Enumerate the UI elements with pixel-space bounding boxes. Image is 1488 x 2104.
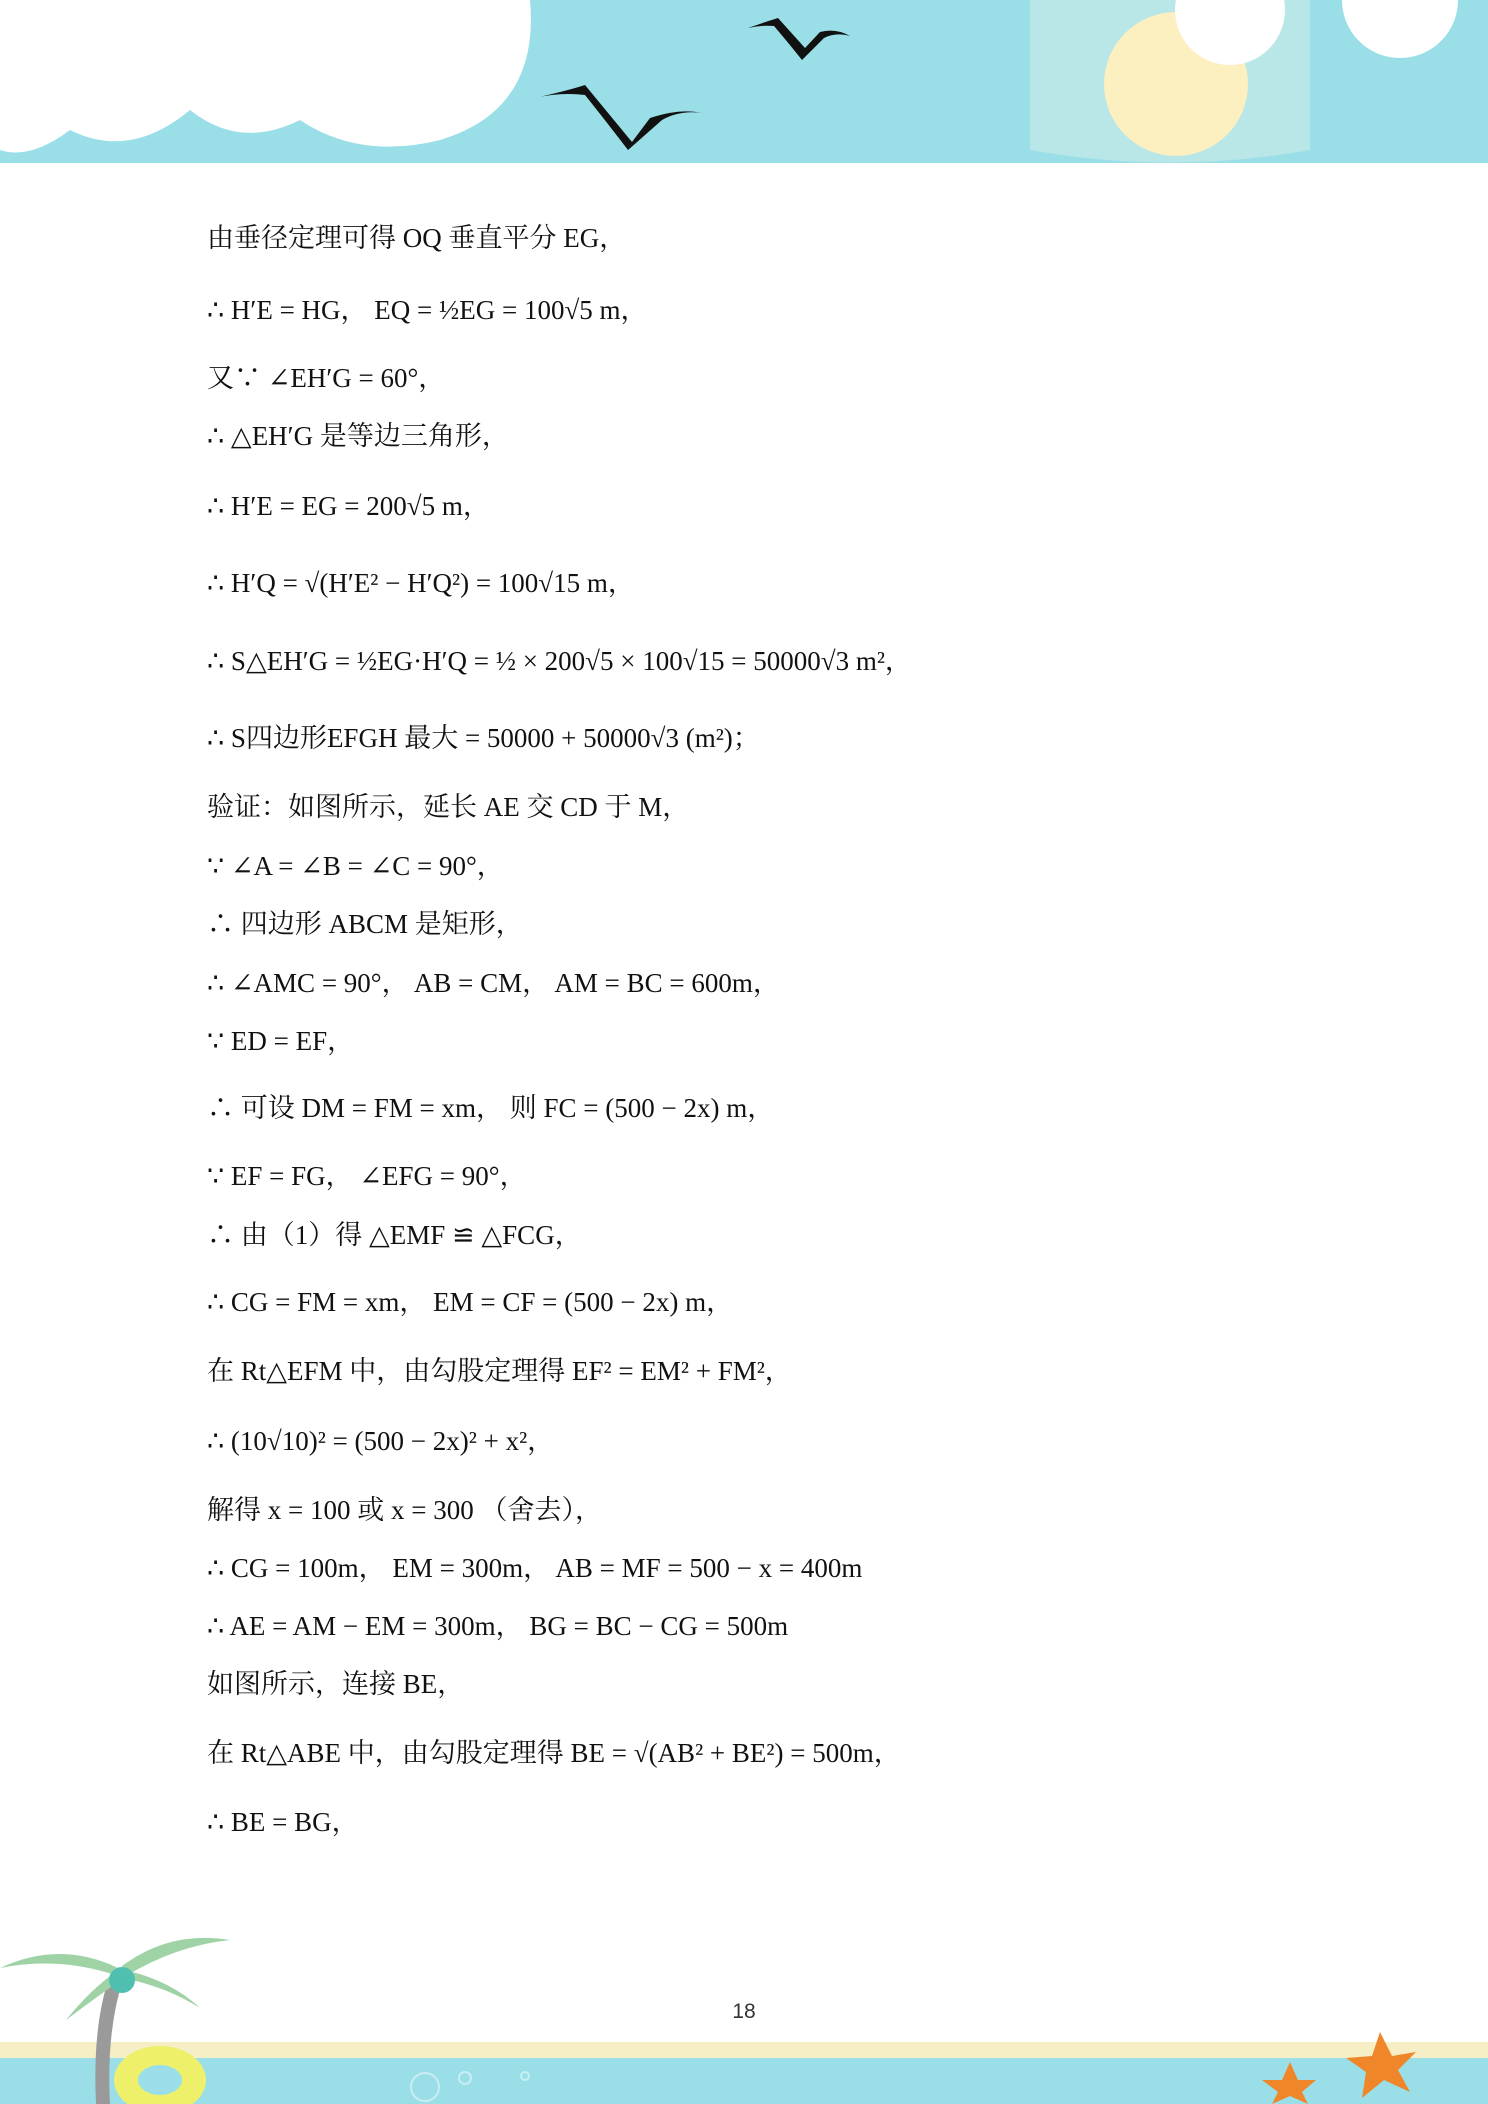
solution-line-4: ∴ △EH′G 是等边三角形， (207, 421, 509, 451)
solution-line-22: ∴ AE = AM − EM = 300m， BG = BC − CG = 500m (207, 1611, 789, 1641)
solution-line-3: 又∵ ∠EH′G = 60°， (207, 363, 446, 393)
palm-leaf-icon-2 (122, 1938, 230, 1976)
swim-ring-hole (138, 2065, 182, 2095)
solution-line-6: ∴ H′Q = √(H′E² − H′Q²) = 100√15 m， (207, 568, 635, 598)
solution-line-9: 验证：如图所示，延长 AE 交 CD 于 M， (207, 792, 690, 822)
solution-line-18: 在 Rt△EFM 中，由勾股定理得 EF² = EM² + FM²， (207, 1356, 792, 1386)
solution-line-19: ∴ (10√10)² = (500 − 2x)² + x²， (207, 1426, 555, 1456)
solution-line-13: ∵ ED = EF， (207, 1026, 355, 1056)
solution-line-2: ∴ H′E = HG， EQ = ½EG = 100√5 m， (207, 295, 648, 325)
solution-line-11: ∴ 四边形 ABCM 是矩形， (207, 909, 523, 939)
solution-line-20: 解得 x = 100 或 x = 300 （舍去）， (207, 1495, 602, 1525)
coconut-icon (109, 1967, 135, 1993)
solution-line-16: ∴ 由（1）得 △EMF ≌ △FCG， (207, 1220, 582, 1250)
solution-line-14: ∴ 可设 DM = FM = xm， 则 FC = (500 − 2x) m， (207, 1093, 775, 1123)
header-sky-illustration (0, 0, 1488, 170)
sand-band (0, 2042, 1488, 2060)
solution-line-24: 在 Rt△ABE 中，由勾股定理得 BE = √(AB² + BE²) = 500m， (207, 1738, 901, 1768)
solution-line-8: ∴ S四边形EFGH 最大 = 50000 + 50000√3 (m²)； (207, 723, 760, 753)
solution-line-23: 如图所示，连接 BE， (207, 1669, 465, 1699)
cloud-left (0, 0, 531, 153)
solution-line-12: ∴ ∠AMC = 90°， AB = CM， AM = BC = 600m， (207, 968, 780, 998)
palm-leaf-icon-1 (0, 1954, 118, 1976)
page-number: 18 (732, 2000, 756, 2023)
solution-line-5: ∴ H′E = EG = 200√5 m， (207, 491, 490, 521)
footer-beach-illustration (0, 1920, 1488, 2104)
solution-line-15: ∵ EF = FG， ∠EFG = 90°， (207, 1161, 527, 1191)
solution-line-1: 由垂径定理可得 OQ 垂直平分 EG， (207, 223, 627, 253)
solution-line-17: ∴ CG = FM = xm， EM = CF = (500 − 2x) m， (207, 1287, 734, 1317)
solution-line-10: ∵ ∠A = ∠B = ∠C = 90°， (207, 851, 504, 881)
header-base (0, 163, 1488, 170)
solution-line-21: ∴ CG = 100m， EM = 300m， AB = MF = 500 − x = 400m (207, 1553, 863, 1583)
solution-line-7: ∴ S△EH′G = ½EG·H′Q = ½ × 200√5 × 100√15 = 50000√3 m²， (207, 646, 912, 676)
solution-line-25: ∴ BE = BG， (207, 1807, 359, 1837)
